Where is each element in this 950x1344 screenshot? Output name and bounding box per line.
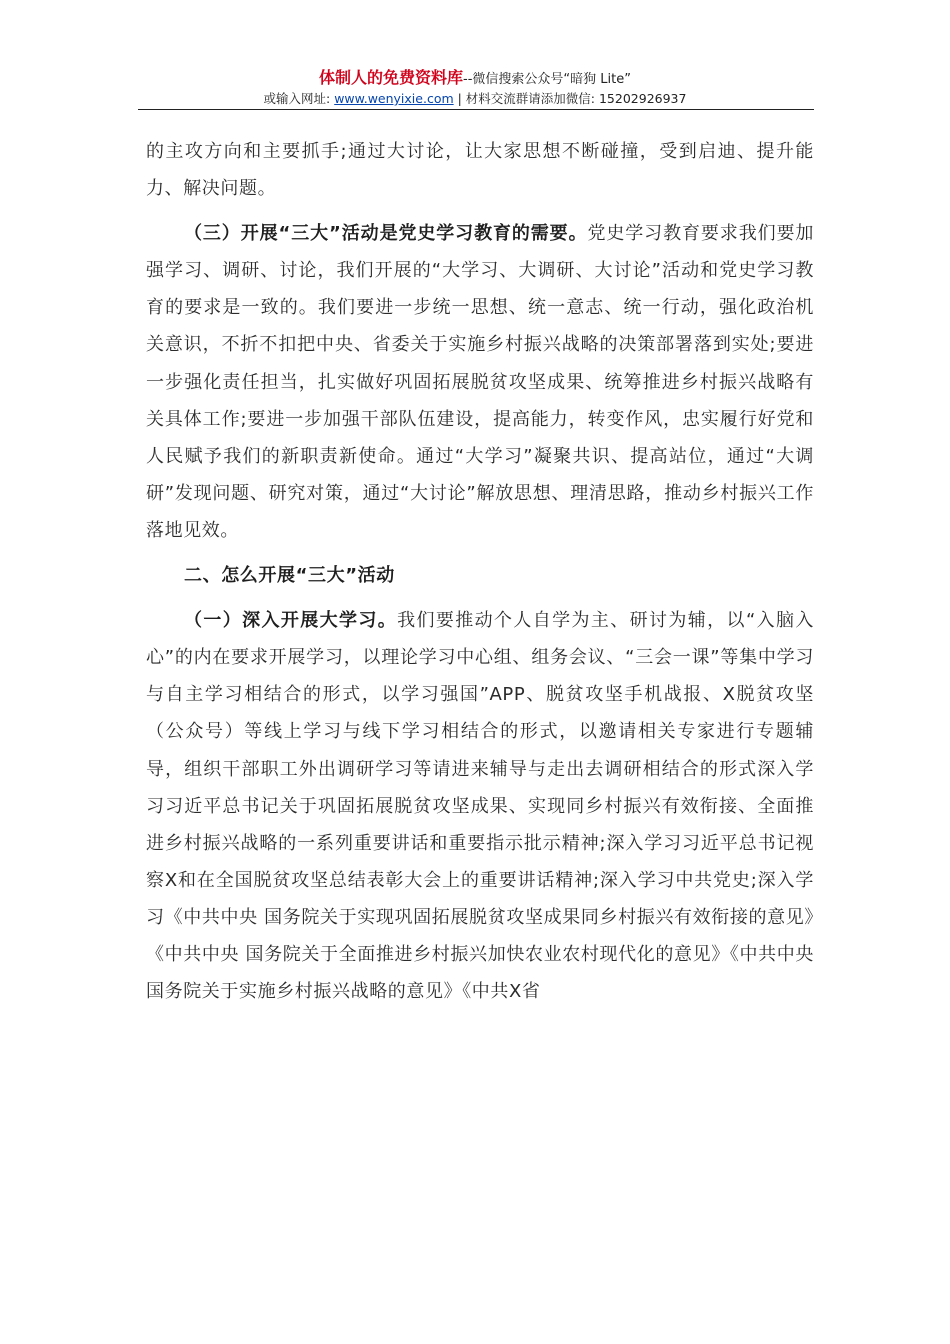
header-title-line [0,68,950,88]
contact-text: | 材料交流群请添加微信: 15202926937 [453,91,687,106]
header-divider [138,109,814,110]
paragraph-continued: 的主攻方向和主要抓手;通过大讨论，让大家思想不断碰撞，受到启迪、提升能力、解决问题。 [146,141,814,200]
paragraph-heading: （三）开展“三大”活动是党史学习教育的需要。 [184,223,588,245]
paragraph-text: 我们要推动个人自学为主、研讨为辅，以“入脑入心”的内在要求开展学习，以理论学习中心组、组务会议、“三会一课”等集中学习与自主学习相结合的形式，以学习强国”APP、脱贫攻坚手机战报、X脱贫攻坚（公众号）等线上学习与线下学习相结合的形式，以邀请相关专家进行专题辅导，组织干部职工外出调研学习等请进来辅导与走出去调研相结合的形式深入学习习近平总书记关于巩固拓展脱贫攻坚成果、实现同乡村振兴有效衔接、全面推进乡村振兴战略的一系列重要讲话和重要指示批示精神;深入学习习近平总书记视察X和在全国脱贫攻坚总结表彰大会上的重要讲话精神;深入学习中共党史;深入学习《中共中央 国务院关于实现巩固拓展脱贫攻坚成果同乡村振兴有效衔接的意见》《中共中央 国务院关于全面推进乡村振兴加快农业农村现代化的意见》《中共中央 国务院关于实施乡村振兴战略的意见》《中共X省 [146,610,814,1003]
document-body [146,133,814,1010]
site-name: 体制人的免费资料库 [319,68,464,87]
header-tagline: --微信搜索公众号“暗狗 Lite” [463,72,631,87]
paragraph-section-three [146,215,814,549]
header-url-line [0,90,950,108]
url-prefix: 或输入网址: [263,91,335,106]
site-url-link[interactable]: www.wenyixie.com [334,91,454,106]
paragraph-deep-study [146,602,814,1010]
page-header [0,68,950,108]
section-heading: 二、怎么开展“三大”活动 [184,565,395,587]
paragraph-text: 党史学习教育要求我们要加强学习、调研、讨论，我们开展的“大学习、大调研、大讨论”活动和党史学习教育的要求是一致的。我们要进一步统一思想、统一意志、统一行动，强化政治机关意识，不折不扣把中央、省委关于实施乡村振兴战略的决策部署落到实处;要进一步强化责任担当，扎实做好巩固拓展脱贫攻坚成果、统筹推进乡村振兴战略有关具体工作;要进一步加强干部队伍建设，提高能力，转变作风，忠实履行好党和人民赋予我们的新职责新使命。通过“大学习”凝聚共识、提高站位，通过“大调研”发现问题、研究对策，通过“大讨论”解放思想、理清思路，推动乡村振兴工作落地见效。 [146,223,814,541]
paragraph-heading: （一）深入开展大学习。 [184,610,398,632]
